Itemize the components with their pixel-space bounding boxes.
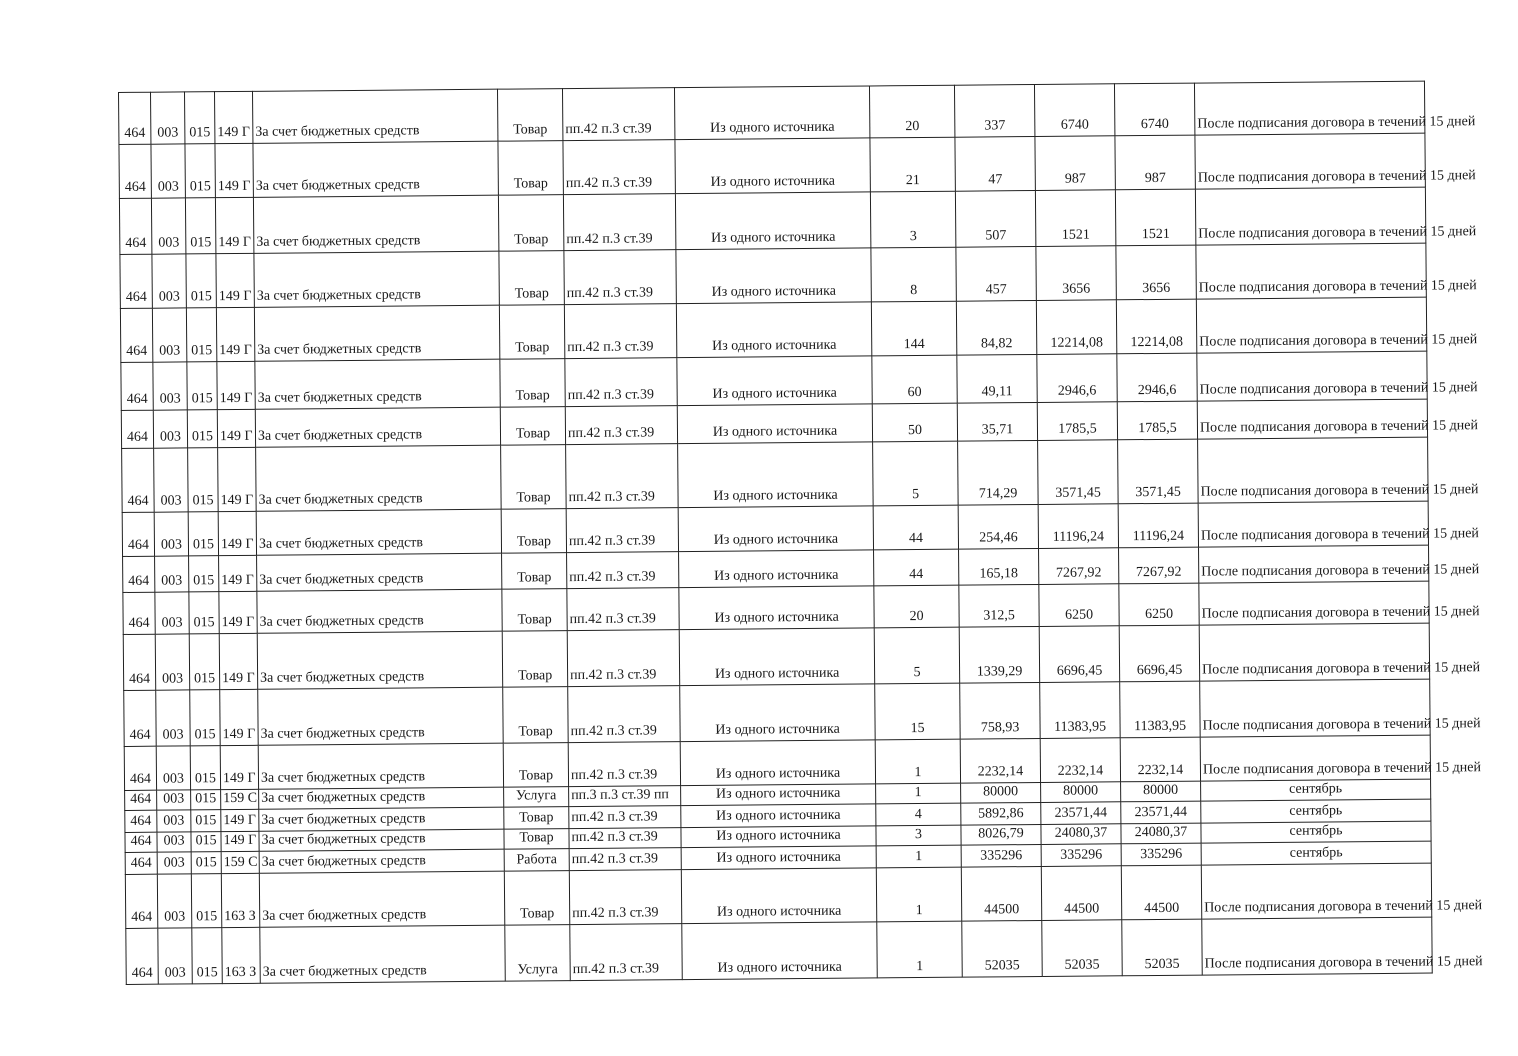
delivery-deadline: После подписания договора в течений 15 дней — [1198, 501, 1428, 547]
unit-price: 8026,79 — [961, 824, 1041, 845]
procurement-method: Из одного источника — [677, 404, 872, 444]
legal-basis: пп.42 п.3 ст.39 — [567, 588, 679, 631]
code-segment-4: 149 Г — [219, 633, 257, 689]
code-segment-4: 149 Г — [219, 555, 257, 591]
code-segment-4: 149 Г — [215, 143, 253, 197]
planned-amount: 11383,95 — [1120, 681, 1200, 738]
code-segment-2: 003 — [157, 874, 191, 928]
code-segment-1: 464 — [125, 790, 157, 810]
total-amount: 3656 — [1036, 246, 1116, 301]
quantity: 44 — [874, 549, 959, 586]
total-amount: 6740 — [1034, 84, 1114, 137]
code-segment-1: 464 — [119, 144, 151, 198]
delivery-deadline: сентябрь — [1201, 799, 1431, 823]
code-segment-2: 003 — [155, 592, 189, 634]
code-segment-4: 149 Г — [221, 831, 259, 851]
procurement-method: Из одного источника — [679, 586, 874, 630]
unit-price: 2232,14 — [960, 738, 1040, 783]
procurement-method: Из одного источника — [681, 804, 876, 828]
code-segment-4: 159 С — [221, 851, 259, 873]
planned-amount: 24080,37 — [1121, 823, 1201, 844]
procurement-method: Из одного источника — [681, 826, 876, 848]
procurement-kind: Товар — [504, 871, 569, 926]
code-segment-2: 003 — [153, 362, 187, 410]
quantity: 20 — [869, 85, 954, 138]
procurement-method: Из одного источника — [680, 684, 875, 742]
unit-price: 758,93 — [960, 682, 1040, 739]
code-segment-1: 464 — [119, 92, 151, 144]
funding-source: За счет бюджетных средств — [256, 445, 502, 511]
total-amount: 44500 — [1041, 866, 1121, 921]
code-segment-3: 015 — [186, 254, 216, 308]
code-segment-3: 015 — [189, 592, 219, 634]
delivery-deadline: После подписания договора в течений 15 дней — [1196, 297, 1426, 353]
funding-source: За счет бюджетных средств — [259, 849, 504, 873]
total-amount: 3571,45 — [1038, 440, 1119, 505]
procurement-kind: Товар — [499, 305, 564, 360]
unit-price: 165,18 — [959, 548, 1039, 585]
code-segment-3: 015 — [191, 852, 221, 874]
planned-amount: 3656 — [1116, 245, 1196, 300]
code-segment-3: 015 — [191, 790, 221, 810]
code-segment-4: 149 Г — [220, 689, 258, 745]
legal-basis: пп.42 п.3 ст.39 — [565, 358, 677, 407]
procurement-method: Из одного источника — [681, 868, 876, 924]
code-segment-1: 464 — [121, 362, 153, 410]
procurement-method: Из одного источника — [675, 138, 870, 194]
procurement-kind: Услуга — [504, 787, 569, 808]
funding-source: За счет бюджетных средств — [253, 141, 498, 197]
code-segment-3: 015 — [192, 928, 222, 984]
total-amount: 24080,37 — [1041, 824, 1121, 845]
quantity: 60 — [872, 355, 957, 404]
unit-price: 5892,86 — [961, 802, 1041, 825]
funding-source: За счет бюджетных средств — [257, 553, 502, 591]
code-segment-3: 015 — [187, 410, 217, 448]
code-segment-1: 464 — [123, 592, 155, 634]
code-segment-2: 003 — [157, 790, 191, 810]
code-segment-1: 464 — [122, 448, 155, 512]
unit-price: 49,11 — [957, 354, 1037, 403]
code-segment-4: 159 С — [221, 789, 259, 809]
unit-price: 84,82 — [956, 300, 1036, 355]
procurement-kind: Товар — [498, 141, 563, 196]
delivery-deadline: После подписания договора в течений 15 дней — [1200, 735, 1430, 781]
code-segment-2: 003 — [154, 448, 189, 512]
legal-basis: пп.42 п.3 ст.39 — [566, 444, 679, 509]
code-segment-2: 003 — [157, 852, 191, 874]
unit-price: 714,29 — [958, 440, 1039, 505]
code-segment-1: 464 — [125, 874, 157, 928]
code-segment-2: 003 — [155, 634, 189, 690]
unit-price: 254,46 — [958, 504, 1038, 549]
code-segment-4: 149 Г — [215, 91, 253, 143]
funding-source: За счет бюджетных средств — [257, 589, 502, 633]
delivery-deadline: После подписания договора в течений 15 дней — [1194, 81, 1424, 135]
procurement-kind: Товар — [503, 743, 568, 788]
delivery-deadline: После подписания договора в течений 15 дней — [1202, 917, 1432, 975]
unit-price: 312,5 — [959, 584, 1039, 627]
procurement-method: Из одного источника — [676, 302, 871, 358]
quantity: 20 — [874, 585, 959, 628]
delivery-deadline: После подписания договора в течений 15 дней — [1197, 399, 1427, 439]
total-amount: 7267,92 — [1039, 548, 1119, 585]
delivery-deadline: После подписания договора в течений 15 дней — [1199, 581, 1429, 625]
code-segment-2: 003 — [156, 746, 190, 790]
planned-amount: 12214,08 — [1116, 299, 1196, 354]
procurement-method: Из одного источника — [679, 550, 874, 588]
code-segment-3: 015 — [191, 832, 221, 852]
quantity: 1 — [876, 783, 961, 804]
delivery-deadline: сентябрь — [1201, 841, 1431, 865]
total-amount: 80000 — [1041, 782, 1121, 803]
code-segment-3: 015 — [185, 144, 215, 198]
quantity: 3 — [876, 825, 961, 846]
procurement-kind: Товар — [498, 195, 563, 252]
procurement-kind: Товар — [502, 589, 567, 632]
legal-basis: пп.3 п.3 ст.39 пп — [569, 786, 681, 807]
quantity: 5 — [874, 627, 959, 684]
code-segment-4: 149 Г — [216, 253, 254, 307]
quantity: 44 — [873, 505, 958, 550]
funding-source: За счет бюджетных средств — [252, 89, 497, 143]
legal-basis: пп.42 п.3 ст.39 — [569, 870, 681, 925]
funding-source: За счет бюджетных средств — [258, 743, 503, 789]
code-segment-2: 003 — [152, 254, 186, 308]
planned-amount: 2946,6 — [1117, 353, 1197, 402]
funding-source: За счет бюджетных средств — [260, 925, 505, 983]
code-segment-1: 464 — [125, 852, 157, 874]
code-segment-1: 464 — [120, 254, 152, 308]
code-segment-1: 464 — [124, 690, 156, 746]
funding-source: За счет бюджетных средств — [259, 787, 504, 809]
procurement-method: Из одного источника — [677, 356, 872, 406]
procurement-kind: Работа — [504, 849, 569, 872]
planned-amount: 1785,5 — [1117, 401, 1197, 440]
procurement-method: Из одного источника — [680, 740, 875, 786]
planned-amount: 80000 — [1121, 781, 1201, 802]
total-amount: 11383,95 — [1040, 682, 1120, 739]
delivery-deadline: После подписания договора в течений 15 дней — [1201, 863, 1431, 919]
legal-basis: пп.42 п.3 ст.39 — [569, 806, 681, 829]
legal-basis: пп.42 п.3 ст.39 — [563, 194, 675, 251]
quantity: 1 — [875, 739, 960, 784]
total-amount: 11196,24 — [1038, 504, 1118, 549]
unit-price: 337 — [954, 85, 1034, 138]
planned-amount: 6696,45 — [1119, 625, 1199, 682]
unit-price: 35,71 — [957, 402, 1037, 441]
delivery-deadline: После подписания договора в течений 15 дней — [1198, 437, 1429, 503]
procurement-kind: Товар — [503, 687, 568, 744]
table-row — [126, 917, 1432, 984]
table-body — [119, 81, 1483, 984]
code-segment-3: 015 — [189, 556, 219, 592]
unit-price: 1339,29 — [959, 626, 1039, 683]
planned-amount: 987 — [1115, 135, 1195, 190]
planned-amount: 6740 — [1114, 83, 1194, 136]
legal-basis: пп.42 п.3 ст.39 — [569, 848, 681, 871]
funding-source: За счет бюджетных средств — [259, 807, 504, 831]
legal-basis: пп.42 п.3 ст.39 — [567, 552, 679, 589]
quantity: 21 — [870, 137, 955, 192]
planned-amount: 2232,14 — [1120, 737, 1200, 782]
code-segment-2: 003 — [158, 928, 192, 984]
planned-amount: 44500 — [1121, 865, 1201, 920]
delivery-deadline: После подписания договора в течений 15 дней — [1199, 623, 1429, 681]
unit-price: 52035 — [962, 920, 1042, 977]
total-amount: 2232,14 — [1040, 738, 1120, 783]
delivery-deadline: сентябрь — [1201, 779, 1431, 801]
total-amount: 6696,45 — [1039, 626, 1119, 683]
unit-price: 335296 — [961, 844, 1041, 867]
code-segment-1: 464 — [126, 928, 158, 984]
procurement-kind: Услуга — [505, 925, 570, 982]
code-segment-3: 015 — [188, 512, 218, 556]
code-segment-3: 015 — [190, 690, 220, 746]
code-segment-1: 464 — [125, 810, 157, 832]
code-segment-3: 015 — [186, 308, 216, 362]
quantity: 144 — [871, 301, 956, 356]
total-amount: 1785,5 — [1037, 402, 1117, 441]
procurement-method: Из одного источника — [675, 192, 870, 250]
procurement-method: Из одного источника — [678, 442, 874, 508]
funding-source: За счет бюджетных средств — [257, 631, 502, 689]
code-segment-2: 003 — [151, 198, 185, 254]
quantity: 1 — [877, 921, 962, 978]
procurement-kind: Товар — [504, 807, 569, 830]
code-segment-1: 464 — [123, 556, 155, 592]
total-amount: 335296 — [1041, 844, 1121, 867]
code-segment-4: 149 Г — [216, 307, 254, 361]
code-segment-2: 003 — [153, 410, 187, 448]
delivery-deadline: После подписания договора в течений 15 дней — [1197, 351, 1427, 401]
delivery-deadline: сентябрь — [1201, 821, 1431, 843]
legal-basis: пп.42 п.3 ст.39 — [563, 140, 675, 195]
code-segment-3: 015 — [191, 874, 221, 928]
unit-price: 47 — [955, 137, 1035, 192]
procurement-method: Из одного источника — [681, 784, 876, 806]
delivery-deadline: После подписания договора в течений 15 дней — [1199, 545, 1429, 583]
delivery-deadline: После подписания договора в течений 15 дней — [1200, 679, 1430, 737]
code-segment-2: 003 — [154, 512, 188, 556]
code-segment-4: 149 Г — [218, 447, 257, 511]
total-amount: 987 — [1035, 136, 1115, 191]
planned-amount: 6250 — [1119, 583, 1199, 626]
legal-basis: пп.42 п.3 ст.39 — [564, 250, 676, 305]
code-segment-1: 464 — [124, 746, 156, 790]
unit-price: 507 — [955, 190, 1035, 247]
total-amount: 2946,6 — [1037, 354, 1117, 403]
code-segment-3: 015 — [190, 746, 220, 790]
code-segment-2: 003 — [157, 810, 191, 832]
legal-basis: пп.42 п.3 ст.39 — [569, 828, 681, 849]
code-segment-4: 163 З — [221, 873, 259, 927]
procurement-sheet — [118, 81, 1483, 985]
code-segment-2: 003 — [152, 308, 186, 362]
procurement-kind: Товар — [497, 89, 562, 142]
code-segment-1: 464 — [119, 198, 151, 254]
quantity: 8 — [871, 247, 956, 302]
code-segment-3: 015 — [185, 92, 215, 144]
procurement-kind: Товар — [504, 829, 569, 850]
funding-source: За счет бюджетных средств — [255, 359, 500, 409]
delivery-deadline: После подписания договора в течений 15 дней — [1195, 133, 1425, 189]
procurement-kind: Товар — [502, 631, 567, 688]
total-amount: 52035 — [1042, 920, 1122, 977]
legal-basis: пп.42 п.3 ст.39 — [562, 88, 674, 141]
planned-amount: 1521 — [1115, 189, 1195, 246]
planned-amount: 11196,24 — [1118, 503, 1198, 548]
delivery-deadline: После подписания договора в течений 15 дней — [1195, 187, 1425, 245]
code-segment-3: 015 — [188, 448, 219, 512]
funding-source: За счет бюджетных средств — [253, 195, 498, 253]
legal-basis: пп.42 п.3 ст.39 — [568, 742, 680, 787]
delivery-deadline: После подписания договора в течений 15 дней — [1196, 243, 1426, 299]
procurement-kind: Товар — [500, 407, 565, 446]
code-segment-4: 163 З — [222, 927, 260, 983]
legal-basis: пп.42 п.3 ст.39 — [567, 630, 679, 687]
code-segment-3: 015 — [189, 634, 219, 690]
code-segment-1: 464 — [125, 832, 157, 852]
procurement-kind: Товар — [501, 509, 566, 554]
procurement-method: Из одного источника — [679, 628, 874, 686]
quantity: 1 — [876, 845, 961, 868]
legal-basis: пп.42 п.3 ст.39 — [568, 686, 680, 743]
code-segment-4: 149 Г — [219, 591, 257, 633]
quantity: 50 — [872, 403, 957, 442]
quantity: 15 — [875, 683, 960, 740]
procurement-method: Из одного источника — [676, 248, 871, 304]
procurement-method: Из одного источника — [674, 86, 869, 140]
funding-source: За счет бюджетных средств — [259, 829, 504, 851]
code-segment-3: 015 — [187, 362, 217, 410]
funding-source: За счет бюджетных средств — [258, 687, 503, 745]
code-segment-2: 003 — [156, 690, 190, 746]
funding-source: За счет бюджетных средств — [254, 305, 499, 361]
planned-amount: 23571,44 — [1121, 801, 1201, 824]
procurement-table — [118, 81, 1483, 985]
code-segment-4: 149 Г — [221, 809, 259, 831]
code-segment-4: 149 Г — [215, 197, 253, 253]
code-segment-4: 149 Г — [220, 745, 258, 789]
planned-amount: 52035 — [1122, 919, 1202, 976]
planned-amount: 3571,45 — [1118, 439, 1199, 504]
legal-basis: пп.42 п.3 ст.39 — [565, 406, 677, 445]
quantity: 3 — [870, 191, 955, 248]
funding-source: За счет бюджетных средств — [259, 871, 504, 927]
code-segment-4: 149 Г — [217, 409, 255, 447]
funding-source: За счет бюджетных средств — [256, 509, 501, 555]
code-segment-3: 015 — [191, 810, 221, 832]
quantity: 4 — [876, 803, 961, 826]
code-segment-1: 464 — [120, 308, 152, 362]
legal-basis: пп.42 п.3 ст.39 — [570, 924, 682, 981]
procurement-kind: Товар — [500, 359, 565, 408]
legal-basis: пп.42 п.3 ст.39 — [564, 304, 676, 359]
procurement-method: Из одного источника — [678, 506, 873, 552]
total-amount: 12214,08 — [1036, 300, 1116, 355]
total-amount: 23571,44 — [1041, 802, 1121, 825]
procurement-method: Из одного источника — [681, 846, 876, 870]
funding-source: За счет бюджетных средств — [255, 407, 500, 447]
unit-price: 44500 — [961, 866, 1041, 921]
legal-basis: пп.42 п.3 ст.39 — [566, 508, 678, 553]
procurement-kind: Товар — [499, 251, 564, 306]
quantity: 5 — [873, 441, 959, 506]
code-segment-3: 015 — [185, 198, 215, 254]
quantity: 1 — [876, 867, 961, 922]
code-segment-2: 003 — [155, 556, 189, 592]
table-row — [122, 437, 1429, 512]
code-segment-4: 149 Г — [218, 511, 256, 555]
procurement-method: Из одного источника — [682, 922, 877, 980]
funding-source: За счет бюджетных средств — [254, 251, 499, 307]
code-segment-2: 003 — [151, 92, 185, 144]
unit-price: 80000 — [961, 782, 1041, 803]
total-amount: 1521 — [1035, 190, 1115, 247]
code-segment-4: 149 Г — [217, 361, 255, 409]
total-amount: 6250 — [1039, 584, 1119, 627]
code-segment-1: 464 — [122, 512, 154, 556]
procurement-kind: Товар — [501, 445, 567, 510]
unit-price: 457 — [956, 246, 1036, 301]
code-segment-2: 003 — [151, 144, 185, 198]
code-segment-1: 464 — [123, 634, 155, 690]
planned-amount: 335296 — [1121, 843, 1201, 866]
planned-amount: 7267,92 — [1119, 547, 1199, 584]
code-segment-1: 464 — [121, 410, 153, 448]
procurement-kind: Товар — [502, 553, 567, 590]
code-segment-2: 003 — [157, 832, 191, 852]
